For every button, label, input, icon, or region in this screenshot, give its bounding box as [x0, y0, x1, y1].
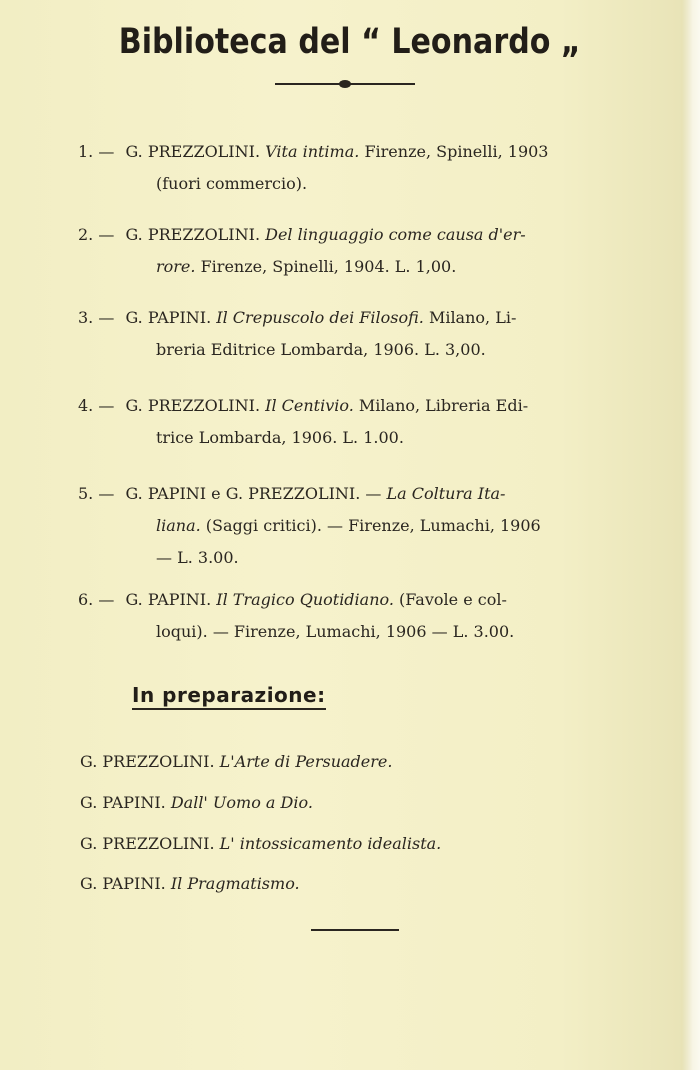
entry-line: [78, 616, 623, 648]
entry-line: [78, 510, 623, 542]
preparation-heading: [132, 683, 326, 707]
entry-author: G. PREZZOLINI.: [125, 396, 261, 415]
entry-title: Del linguaggio come causa d'er-: [265, 225, 526, 244]
entry-number: 4. —: [78, 396, 115, 415]
entry-publisher: Milano, Libreria Edi-: [358, 396, 529, 415]
entry-author: G. PREZZOLINI.: [125, 142, 261, 161]
entry-title: Il Crepuscolo dei Filosofi.: [216, 308, 424, 327]
entry-publisher: (Favole e col-: [399, 590, 507, 609]
preparation-heading-text: In preparazione:: [132, 683, 326, 707]
entry-publisher: (Saggi critici). — Firenze, Lumachi, 1906: [205, 516, 541, 535]
entry-number: 1. —: [78, 142, 115, 161]
entry-publisher-continued: loqui). — Firenze, Lumachi, 1906 — L. 3.00.: [156, 622, 515, 641]
entry-publisher-continued: trice Lombarda, 1906. L. 1.00.: [156, 428, 404, 447]
heading-underline: [132, 708, 326, 710]
entry-title-continued: rore.: [156, 257, 196, 276]
entry-author: G. PAPINI.: [125, 308, 212, 327]
entry-note: (fuori commercio).: [156, 174, 308, 193]
bibliography-entry-5: [78, 478, 623, 574]
bibliography-entry-6: [78, 584, 623, 648]
entry-title: Il Tragico Quotidiano.: [216, 590, 394, 609]
prep-title: L'Arte di Persuadere.: [219, 752, 393, 771]
ornament-dot: [339, 80, 351, 88]
entry-title-continued: liana.: [156, 516, 201, 535]
entry-publisher: Milano, Li-: [428, 308, 517, 327]
entry-author: G. PREZZOLINI.: [125, 225, 261, 244]
prep-title: Dall' Uomo a Dio.: [170, 793, 313, 812]
entry-author: G. PAPINI.: [125, 590, 212, 609]
entry-author: G. PAPINI e G. PREZZOLINI. —: [125, 484, 382, 503]
entry-line: [78, 390, 623, 422]
prep-author: G. PREZZOLINI.: [80, 752, 215, 771]
entry-publisher: Firenze, Spinelli, 1903: [364, 142, 549, 161]
prep-title: L' intossicamento idealista.: [219, 834, 442, 853]
bibliography-entry-4: [78, 390, 623, 454]
page-edge: [682, 0, 700, 1070]
entry-price: — L. 3.00.: [156, 548, 239, 567]
prep-title: Il Pragmatismo.: [170, 874, 300, 893]
prep-author: G. PREZZOLINI.: [80, 834, 215, 853]
preparation-item: [80, 750, 392, 774]
entry-line: [78, 542, 623, 574]
page-title: Biblioteca del “ Leonardo „: [118, 22, 581, 62]
closing-rule: [311, 929, 399, 931]
preparation-item: [80, 872, 300, 896]
entry-number: 5. —: [78, 484, 115, 503]
bibliography-entry-3: [78, 302, 623, 366]
entry-line: [78, 302, 623, 334]
entry-line: [78, 478, 623, 510]
entry-line: [78, 136, 623, 168]
preparation-item: [80, 791, 313, 815]
entry-number: 6. —: [78, 590, 115, 609]
entry-publisher-continued: breria Editrice Lombarda, 1906. L. 3,00.: [156, 340, 486, 359]
entry-line: [78, 422, 623, 454]
prep-author: G. PAPINI.: [80, 874, 166, 893]
preparation-item: [80, 832, 441, 856]
bibliography-entry-1: [78, 136, 623, 200]
entry-line: [78, 334, 623, 366]
entry-title: La Coltura Ita-: [386, 484, 506, 503]
prep-author: G. PAPINI.: [80, 793, 166, 812]
entry-line: [78, 251, 623, 283]
title-ornament: [275, 80, 415, 88]
entry-publisher: Firenze, Spinelli, 1904. L. 1,00.: [200, 257, 457, 276]
entry-number: 2. —: [78, 225, 115, 244]
entry-title: Vita intima.: [265, 142, 360, 161]
entry-line: [78, 168, 623, 200]
bibliography-entry-2: [78, 219, 623, 283]
entry-title: Il Centivio.: [265, 396, 354, 415]
entry-line: [78, 219, 623, 251]
entry-number: 3. —: [78, 308, 115, 327]
entry-line: [78, 584, 623, 616]
